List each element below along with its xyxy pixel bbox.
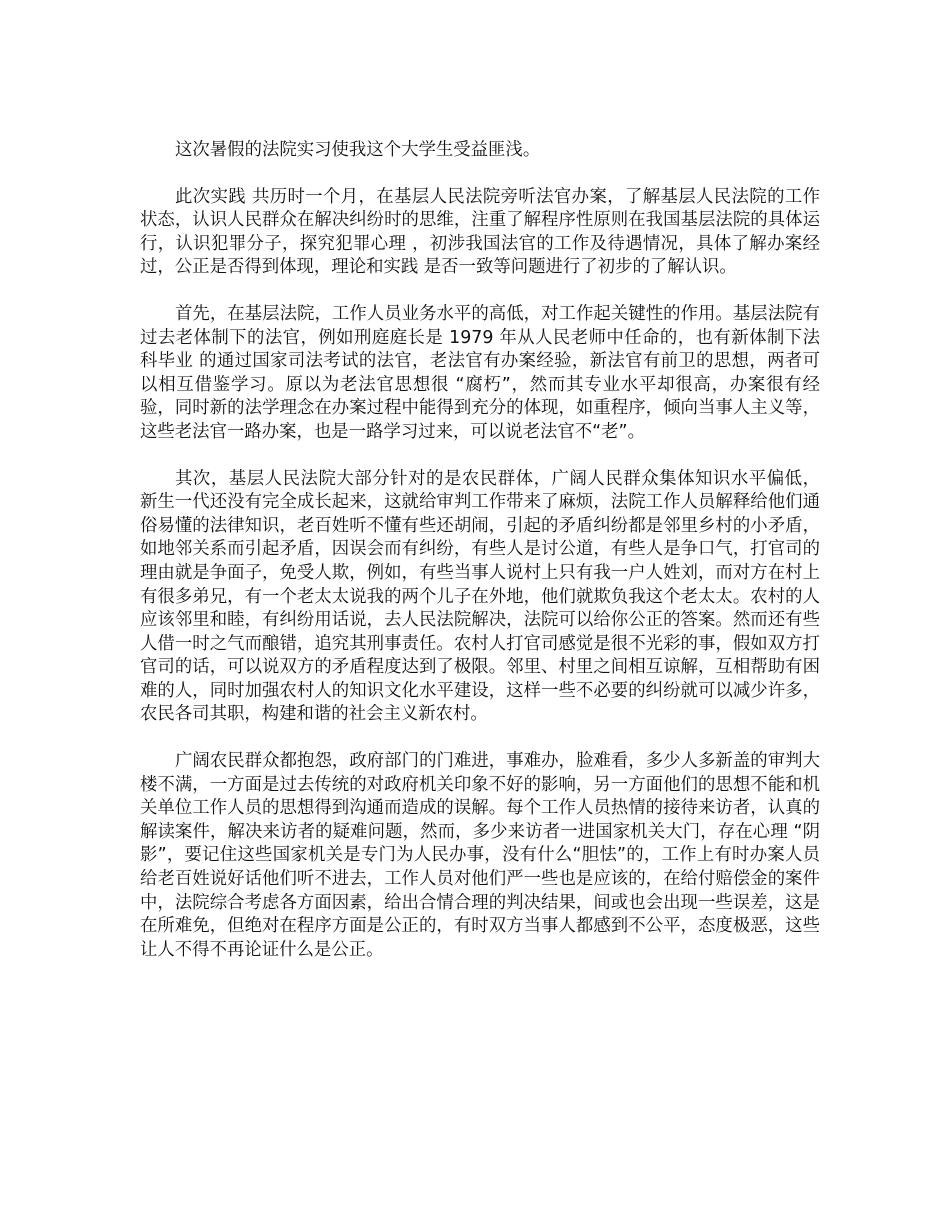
paragraph-third-point: 广阔农民群众都抱怨，政府部门的门难进，事难办，脸难看，多少人多新盖的审判大楼不满，一方面是过去传统的对政府机关印象不好的影响，另一方面他们的思想不能和机关单位工作人员的思想得到沟通而造成的误解。每个工作人员热情的接待来访者，认真的解读案件，解决来访者的疑难问题，然而，多少来访者一进国家机关大门，存在心理 “阴影”，要记住这些国家机关是专门为人民办事，没有什么“胆怯”的，工作上有时办案人员给老百姓说好话他们听不进去，工作人员对他们严一些也是应该的，在给付赔偿金的案件中，法院综合考虑各方面因素，给出合情合理的判决结果，间或也会出现一些误差，这是在所难免，但绝对在程序方面是公正的，有时双方当事人都感到不公平，态度极恶，这些让人不得不再论证什么是公正。 xyxy=(140,751,820,960)
paragraph-first-point: 首先，在基层法院，工作人员业务水平的高低，对工作起关键性的作用。基层法院有过去老体制下的法官，例如刑庭庭长是 1979 年从人民老师中任命的，也有新体制下法科毕业 的通过国家司法考试的法官，老法官有办案经验，新法官有前卫的思想，两者可以相互借鉴学习。原以为老法官思想很 “腐朽”，然而其专业水平却很高，办案很有经验，同时新的法学理念在办案过程中能得到充分的体现，如重程序，倾向当事人主义等，这些老法官一路办案，也是一路学习过来，可以说老法官不“老”。 xyxy=(140,303,820,442)
paragraph-second-point: 其次，基层人民法院大部分针对的是农民群体，广阔人民群众集体知识水平偏低， 新生一代还没有完全成长起来，这就给审判工作带来了麻烦，法院工作人员解释给他们通俗易懂的法律知识，老百姓听不懂有些还胡闹，引起的矛盾纠纷都是邻里乡村的小矛盾，如地邻关系而引起矛盾，因误会而有纠纷，有些人是讨公道，有些人是争口气，打官司的理由就是争面子，免受人欺，例如，有些当事人说村上只有我一户人姓刘，而对方在村上有很多弟兄，有一个老太太说我的两个儿子在外地，他们就欺负我这个老太太。农村的人应该邻里和睦，有纠纷用话说，去人民法院解决，法院可以给你公正的答案。然而还有些人借一时之气而酿错，追究其刑事责任。农村人打官司感觉是很不光彩的事，假如双方打官司的话，可以说双方的矛盾程度达到了极限。邻里、村里之间相互谅解，互相帮助有困难的人，同时加强农村人的知识文化水平建设，这样一些不必要的纠纷就可以减少许多，农民各司其职，构建和谐的社会主义新农村。 xyxy=(140,468,820,725)
paragraph-practice-overview: 此次实践 共历时一个月，在基层人民法院旁听法官办案，了解基层人民法院的工作状态，认识人民群众在解决纠纷时的思维，注重了解程序性原则在我国基层法院的具体运行，认识犯罪分子，探究犯罪心理 ，初涉我国法官的工作及待遇情况，具体了解办案经过，公正是否得到体现，理论和实践 是否一致等问题进行了初步的了解认识。 xyxy=(140,186,820,278)
paragraph-intro: 这次暑假的法院实习使我这个大学生受益匪浅。 xyxy=(175,140,541,160)
document-body xyxy=(140,139,820,985)
